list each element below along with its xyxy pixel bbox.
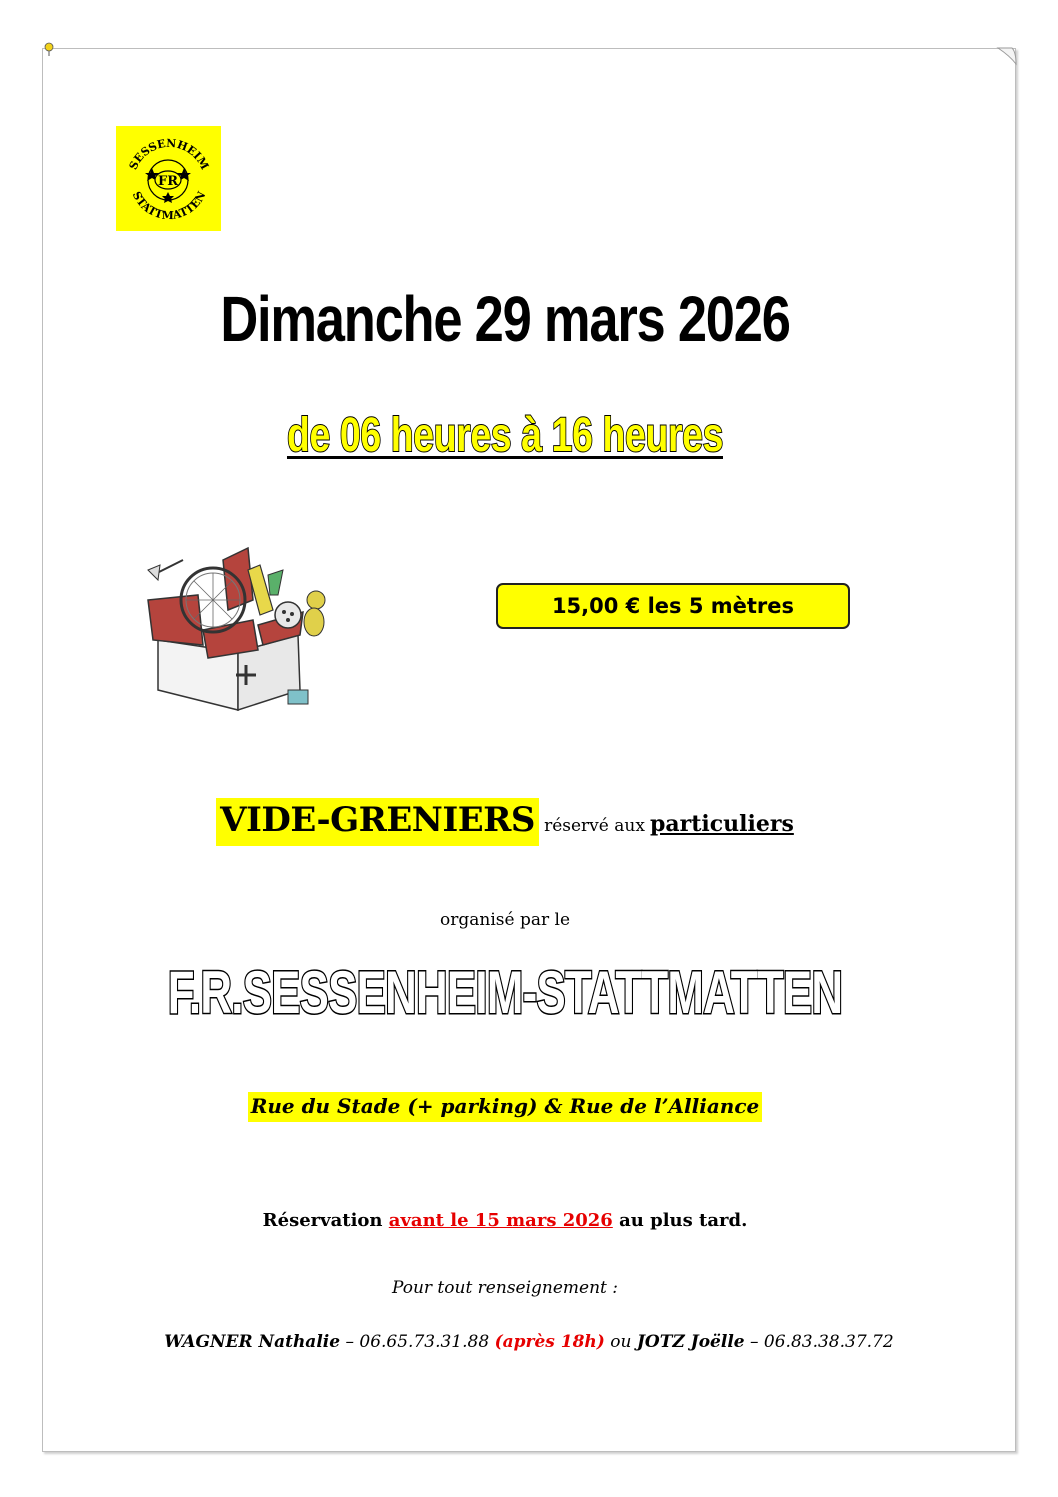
price-label: 15,00 € les 5 mètres — [496, 583, 850, 629]
reservation-line — [0, 1210, 1010, 1231]
pin-icon — [44, 42, 54, 56]
contact2-name: JOTZ Joëlle — [636, 1332, 745, 1352]
event-name: VIDE-GRENIERS — [216, 798, 539, 846]
organizer-intro: organisé par le — [440, 910, 570, 930]
contact1-name: WAGNER Nathalie — [164, 1332, 341, 1352]
event-audience: particuliers — [650, 811, 794, 837]
reservation-prefix: Réservation — [262, 1210, 383, 1231]
event-hours-title — [111, 408, 899, 463]
event-date-title: Dimanche 29 mars 2026 — [220, 283, 790, 355]
document-page — [42, 48, 1016, 1452]
reservation-deadline: avant le 15 mars 2026 — [388, 1210, 613, 1231]
contact-separator: ou — [610, 1332, 632, 1352]
contact2-phone: – 06.83.38.37.72 — [750, 1332, 894, 1352]
address-line — [0, 1094, 1010, 1118]
event-line — [0, 800, 1010, 840]
info-label: Pour tout renseignement : — [391, 1278, 619, 1298]
junk-box-illustration — [128, 540, 333, 715]
logo-center-text: FR — [157, 174, 179, 189]
event-reserved-text: réservé aux — [544, 816, 645, 836]
club-name-title: F.R.SESSENHEIM-STATTMATTEN — [167, 959, 843, 1026]
club-logo — [116, 126, 221, 231]
contact-line — [0, 1332, 1058, 1352]
reservation-suffix: au plus tard. — [619, 1210, 748, 1231]
contact1-phone: – 06.65.73.31.88 — [345, 1332, 490, 1352]
event-hours-text: de 06 heures à 16 heures — [286, 409, 723, 462]
logo-arc-bottom: STATTMATTEN — [129, 189, 209, 223]
logo-arc-top: SESSENHEIM — [126, 136, 212, 172]
address-text: Rue du Stade (+ parking) & Rue de l’Alliance — [248, 1092, 763, 1122]
contact1-note: (après 18h) — [494, 1332, 605, 1352]
page-curl-icon — [996, 46, 1018, 68]
